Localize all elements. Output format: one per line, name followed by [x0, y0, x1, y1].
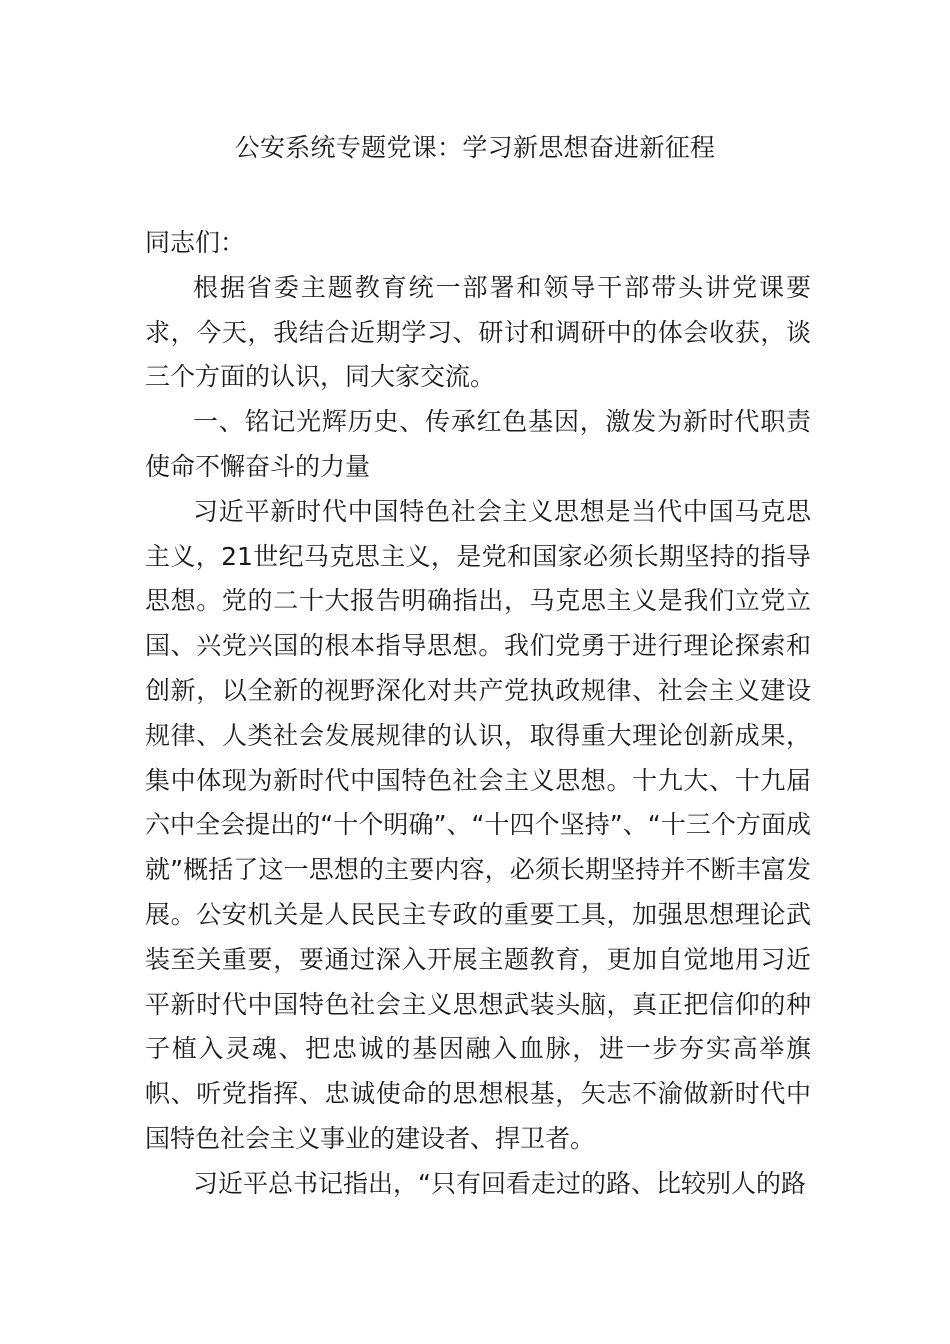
- paragraph-thought: 习近平新时代中国特色社会主义思想是当代中国马克思主义，21世纪马克思主义，是党和国家必须长期坚持的指导思想。党的二十大报告明确指出，马克思主义是我们立党立国、兴党兴国的根本指导思想。我们党勇于进行理论探索和创新，以全新的视野深化对共产党执政规律、社会主义建设规律、人类社会发展规律的认识，取得重大理论创新成果，集中体现为新时代中国特色社会主义思想。十九大、十九届六中全会提出的“十个明确”、“十四个坚持”、“十三个方面成就”概括了这一思想的主要内容，必须长期坚持并不断丰富发展。公安机关是人民民主专政的重要工具，加强思想理论武装至关重要，要通过深入开展主题教育，更加自觉地用习近平新时代中国特色社会主义思想武装头脑，真正把信仰的种子植入灵魂、把忠诚的基因融入血脉，进一步夯实高举旗帜、听党指挥、忠诚使命的思想根基，矢志不渝做新时代中国特色社会主义事业的建设者、捍卫者。: [145, 496, 811, 1153]
- document-title: 公安系统专题党课：学习新思想奋进新征程: [234, 133, 716, 162]
- document-body: [145, 221, 811, 1207]
- section-heading-1: 一、铭记光辉历史、传承红色基因，激发为新时代职责使命不懈奋斗的力量: [145, 407, 811, 481]
- paragraph-quote-start: 习近平总书记指出，“只有回看走过的路、比较别人的路: [193, 1168, 806, 1198]
- paragraph-intro: 根据省委主题教育统一部署和领导干部带头讲党课要求，今天，我结合近期学习、研讨和调研中的体会收获，谈三个方面的认识，同大家交流。: [145, 272, 811, 392]
- salutation: 同志们：: [145, 228, 246, 257]
